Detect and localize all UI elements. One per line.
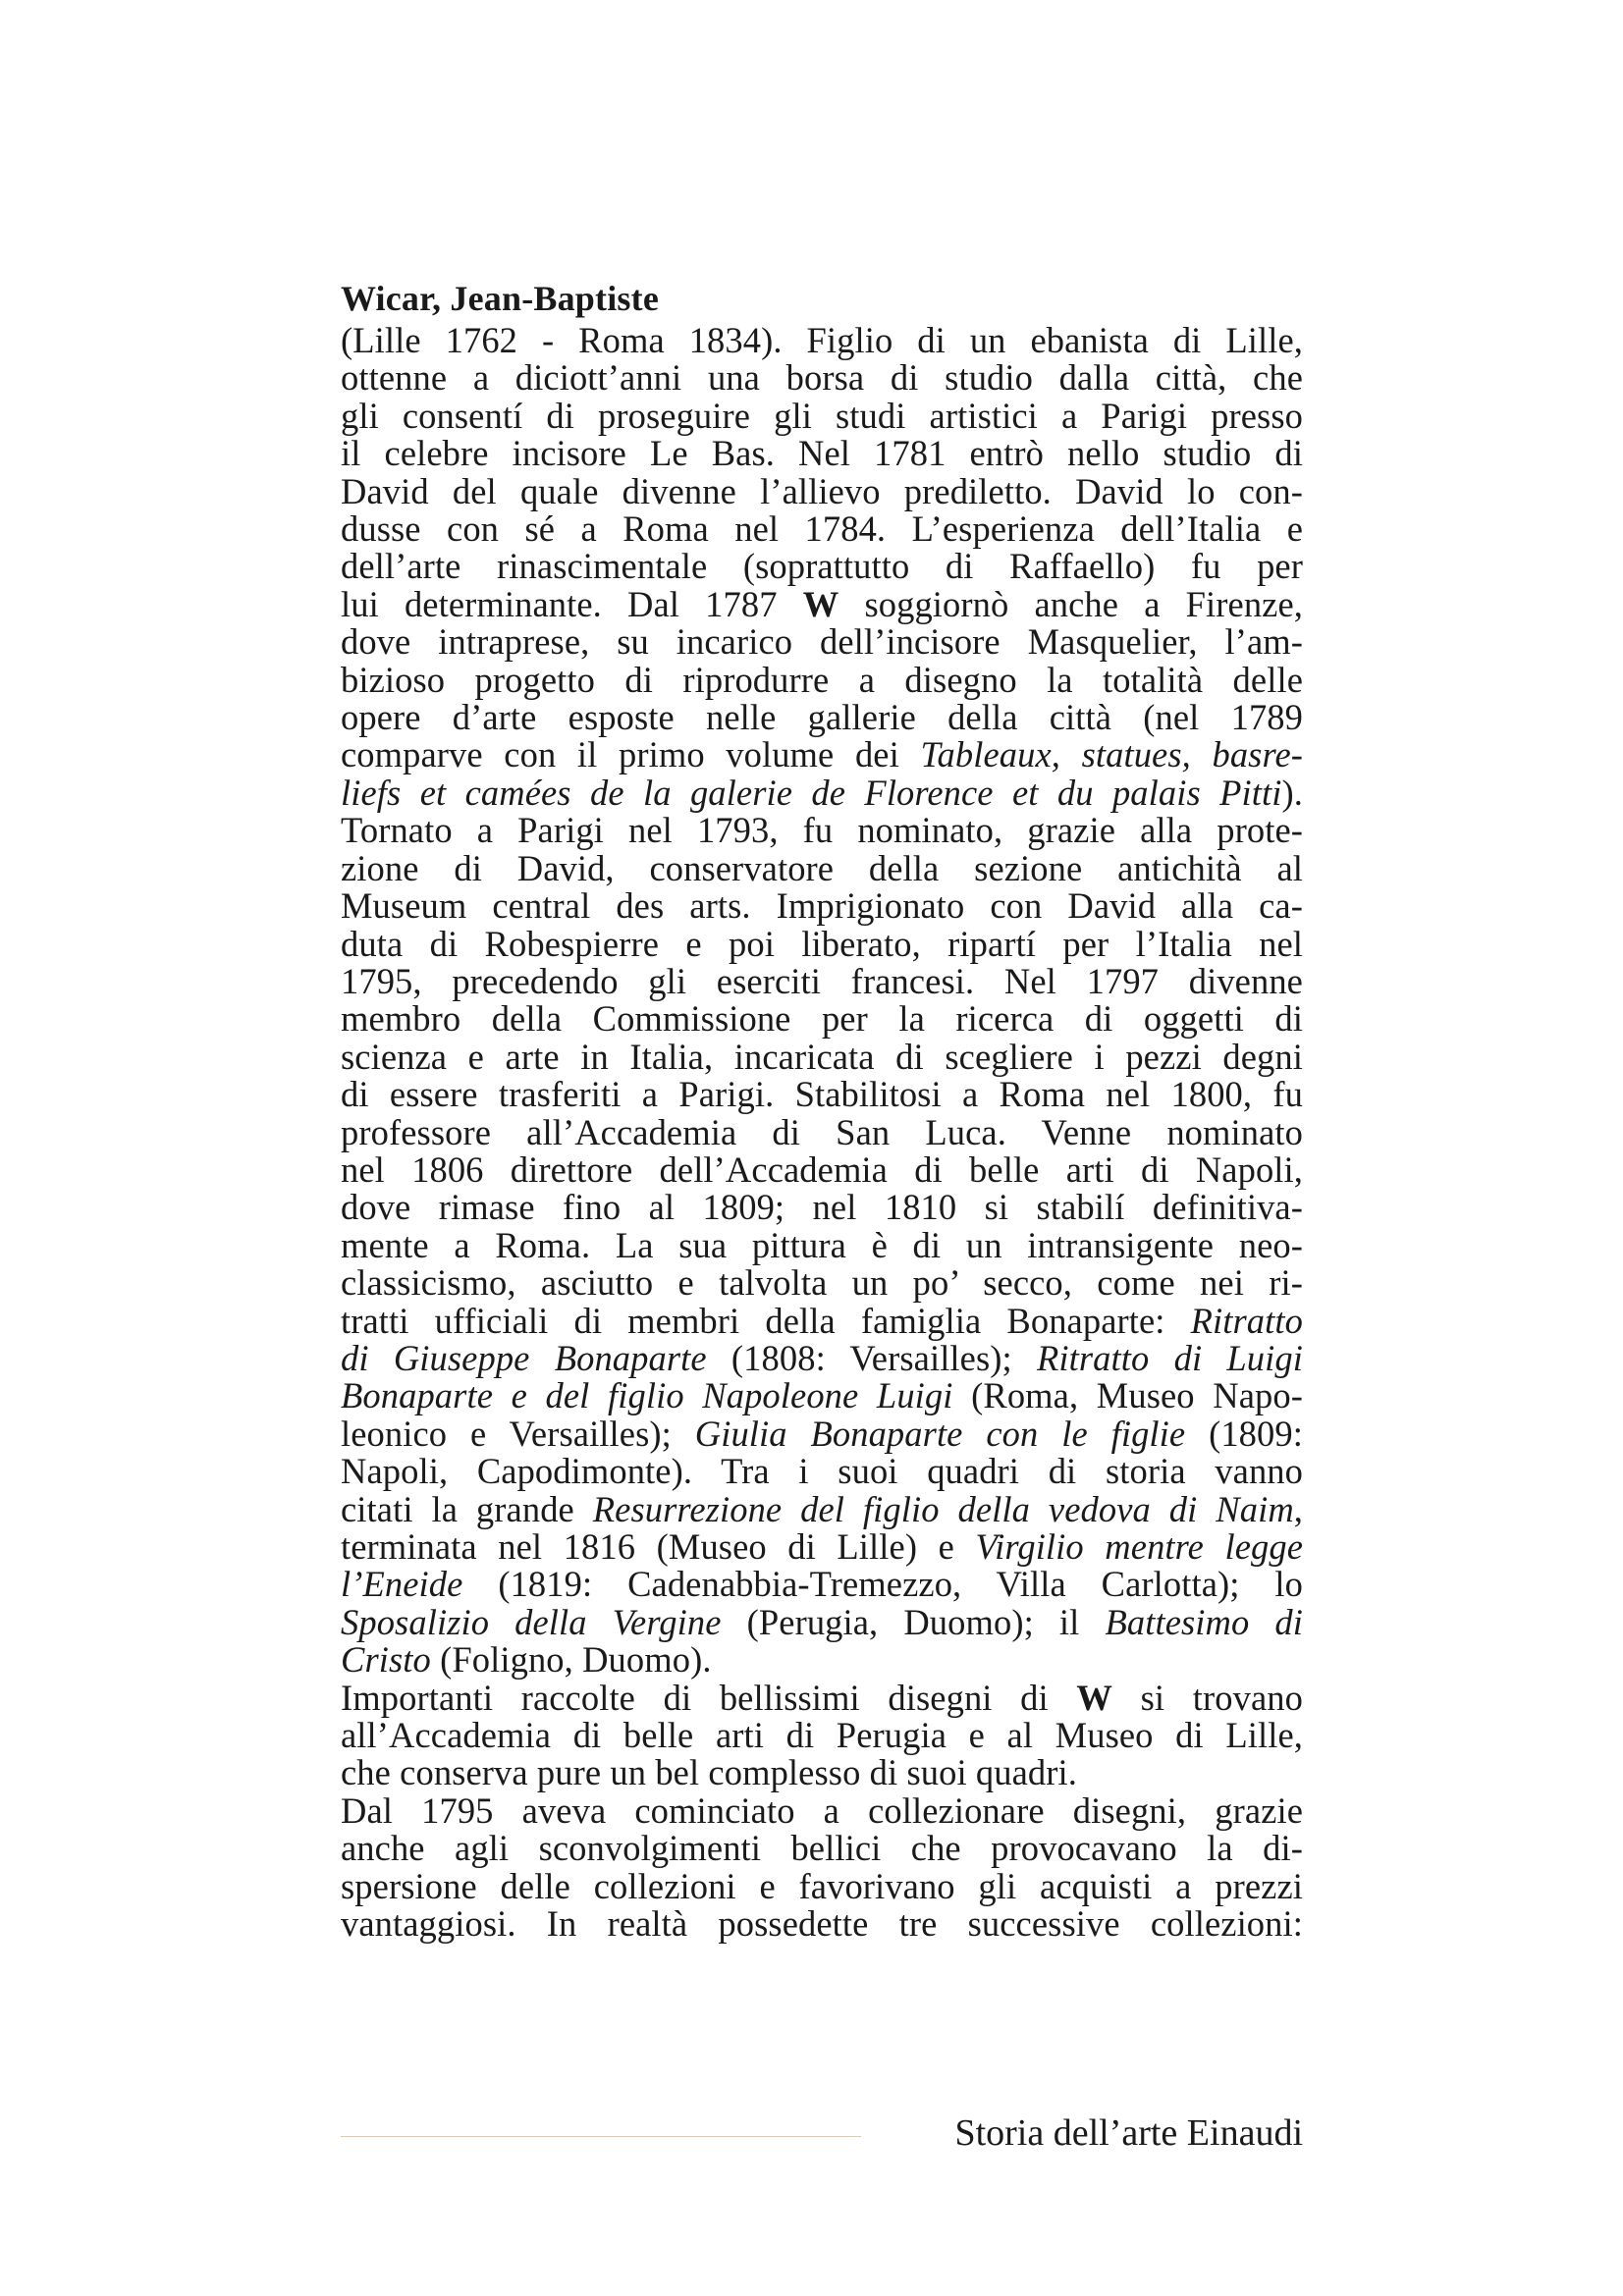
text-run: (1819: Cadenabbia-Tremezzo, Villa Carlotta); lo [462, 1564, 1303, 1605]
italic-title: di Giuseppe Bonaparte [341, 1337, 707, 1378]
text-run: tratti ufficiali di membri della famiglia Bonaparte: [341, 1300, 1191, 1341]
text-line [341, 1148, 1303, 1190]
text-run: comparve con il primo volume dei [341, 734, 921, 775]
text-line [341, 1789, 1303, 1831]
text-line [341, 548, 1303, 585]
italic-title: Sposalizio della Vergine [341, 1601, 722, 1642]
text-line [341, 1830, 1303, 1867]
text-line [341, 1076, 1303, 1113]
text-run: (Lille 1762 - Roma 1834). Figlio di un ebanista di Lille, [341, 320, 1303, 360]
text-run: , [1293, 1488, 1304, 1529]
text-line [341, 1717, 1303, 1754]
text-run: vantaggiosi. In realtà possedette tre successive collezioni: [341, 1903, 1303, 1945]
text-line [341, 1488, 1304, 1529]
text-line [341, 1566, 1303, 1603]
entry-body [341, 322, 1303, 1943]
text-line [341, 923, 1303, 964]
text-run: (Roma, Museo Napo- [952, 1375, 1303, 1416]
text-line [341, 960, 1303, 1001]
text-run: dusse con sé a Roma nel 1784. L’esperienza dell’Italia e [341, 508, 1303, 550]
text-run: citati la grande [341, 1488, 593, 1529]
text-run: duta di Robespierre e poi liberato, ripartí per l’Italia nel [341, 923, 1303, 964]
text-line [341, 510, 1303, 548]
artist-initial: W [1076, 1677, 1112, 1718]
text-line [341, 1677, 1303, 1718]
artist-initial: W [802, 583, 839, 624]
text-run: all’Accademia di belle arti di Perugia e al Museo di Lille, [341, 1715, 1303, 1756]
italic-title: l’Eneide [341, 1564, 463, 1605]
italic-title: Ritratto di Luigi [1037, 1337, 1303, 1378]
italic-title: Virgilio mentre legge [975, 1526, 1303, 1567]
text-line [341, 395, 1303, 436]
text-run: (Foligno, Duomo). [430, 1639, 712, 1681]
text-run: David del quale divenne l’allievo prediletto. David lo con- [341, 470, 1303, 511]
italic-title: Resurrezione del figlio della vedova di Naim [592, 1488, 1294, 1529]
text-run: (Perugia, Duomo); il [721, 1601, 1106, 1642]
text-line [341, 1453, 1303, 1490]
italic-title: Cristo [341, 1639, 431, 1681]
text-run: anche agli sconvolgimenti bellici che provocavano la di- [341, 1828, 1303, 1869]
entry-title: Wicar, Jean-Baptiste [341, 279, 659, 318]
italic-title: Battesimo di [1105, 1601, 1304, 1642]
text-run: terminata nel 1816 (Museo di Lille) e [341, 1526, 976, 1567]
text-run: opere d’arte esposte nelle gallerie della città (nel 1789 [341, 697, 1303, 738]
text-run: nel 1806 direttore dell’Accademia di belle arti di Napoli, [341, 1148, 1303, 1190]
italic-title: liefs et camées de la galerie de Florence et du palais Pitti [341, 772, 1282, 813]
text-run: Importanti raccolte di bellissimi disegni di [341, 1677, 1077, 1718]
text-run: dell’arte rinascimentale (soprattutto di Raffaello) fu per [341, 546, 1303, 587]
text-line [341, 1000, 1303, 1038]
italic-title: Giulia Bonaparte con le figlie [694, 1413, 1186, 1454]
text-line [341, 1601, 1304, 1642]
text-run: dove rimase fino al 1809; nel 1810 si stabilí definitiva- [341, 1187, 1303, 1228]
italic-title: Ritratto [1190, 1300, 1303, 1341]
text-run: soggiornò anche a Firenze, [839, 583, 1304, 624]
text-run: Dal 1795 aveva cominciato a collezionare disegni, grazie [341, 1789, 1303, 1831]
text-run: lui determinante. Dal 1787 [341, 583, 803, 624]
text-run: di essere trasferiti a Parigi. Stabilitosi a Roma nel 1800, fu [341, 1074, 1303, 1115]
page-footer [341, 2109, 1303, 2158]
text-line [341, 699, 1303, 736]
text-line [341, 1300, 1303, 1341]
footer-rule [341, 2136, 861, 2137]
text-run: dove intraprese, su incarico dell’incisore Masquelier, l’am- [341, 621, 1303, 663]
text-line [341, 470, 1303, 511]
text-line [341, 1036, 1303, 1077]
italic-title: Bonaparte e del figlio Napoleone Luigi [341, 1375, 953, 1416]
text-run: (1808: Versailles); [706, 1337, 1037, 1378]
text-run: il celebre incisore Le Bas. Nel 1781 entrò nello studio di [341, 433, 1303, 474]
text-run: mente a Roma. La sua pittura è di un intransigente neo- [341, 1224, 1303, 1265]
text-line [341, 322, 1303, 359]
text-line [341, 887, 1303, 925]
text-line [341, 1528, 1303, 1566]
text-line [341, 1377, 1303, 1415]
text-line [341, 435, 1303, 472]
text-line [341, 1865, 1303, 1906]
text-line [341, 1111, 1303, 1152]
text-line [341, 659, 1303, 700]
text-run: ). [1281, 772, 1303, 813]
text-line [341, 736, 1303, 774]
text-line [341, 583, 1304, 624]
text-run: che conserva pure un bel complesso di suoi quadri. [341, 1752, 1078, 1793]
text-line [341, 1415, 1303, 1453]
text-run: 1795, precedendo gli eserciti francesi. Nel 1797 divenne [341, 960, 1303, 1001]
entry-content [341, 277, 1303, 1943]
text-line [341, 1224, 1303, 1265]
text-line [341, 847, 1303, 888]
text-run: leonico e Versailles); [341, 1413, 695, 1454]
text-run: (1809: [1185, 1413, 1303, 1454]
text-run: si trovano [1112, 1677, 1303, 1718]
text-run: membro della Commissione per la ricerca di oggetti di [341, 998, 1303, 1040]
text-run: professore all’Accademia di San Luca. Venne nominato [341, 1111, 1303, 1152]
text-run: bizioso progetto di riprodurre a disegno la totalità delle [341, 659, 1303, 700]
text-run: Museum central des arts. Imprigionato con David alla ca- [341, 885, 1303, 927]
text-line [341, 1337, 1303, 1378]
text-run: zione di David, conservatore della sezione antichità al [341, 847, 1303, 888]
text-run: Tornato a Parigi nel 1793, fu nominato, grazie alla prote- [341, 810, 1303, 851]
text-line [341, 812, 1303, 849]
text-run: classicismo, asciutto e talvolta un po’ secco, come nei ri- [341, 1262, 1303, 1304]
text-line [341, 1189, 1303, 1226]
italic-title: Tableaux, statues, basre- [920, 734, 1303, 775]
text-run: ottenne a diciott’anni una borsa di studio dalla città, che [341, 357, 1303, 399]
text-run: scienza e arte in Italia, incaricata di scegliere i pezzi degni [341, 1036, 1303, 1077]
text-line [341, 1641, 1303, 1679]
text-line [341, 1264, 1303, 1302]
text-line [341, 774, 1303, 812]
text-run: Napoli, Capodimonte). Tra i suoi quadri di storia vanno [341, 1451, 1303, 1492]
text-line [341, 1905, 1303, 1943]
footer-publisher-text: Storia dell’arte Einaudi [954, 2112, 1303, 2154]
text-run: gli consentí di proseguire gli studi artistici a Parigi presso [341, 395, 1303, 436]
text-run: spersione delle collezioni e favorivano gli acquisti a prezzi [341, 1865, 1303, 1906]
text-line [341, 1754, 1303, 1791]
text-line [341, 623, 1303, 661]
text-line [341, 359, 1303, 397]
